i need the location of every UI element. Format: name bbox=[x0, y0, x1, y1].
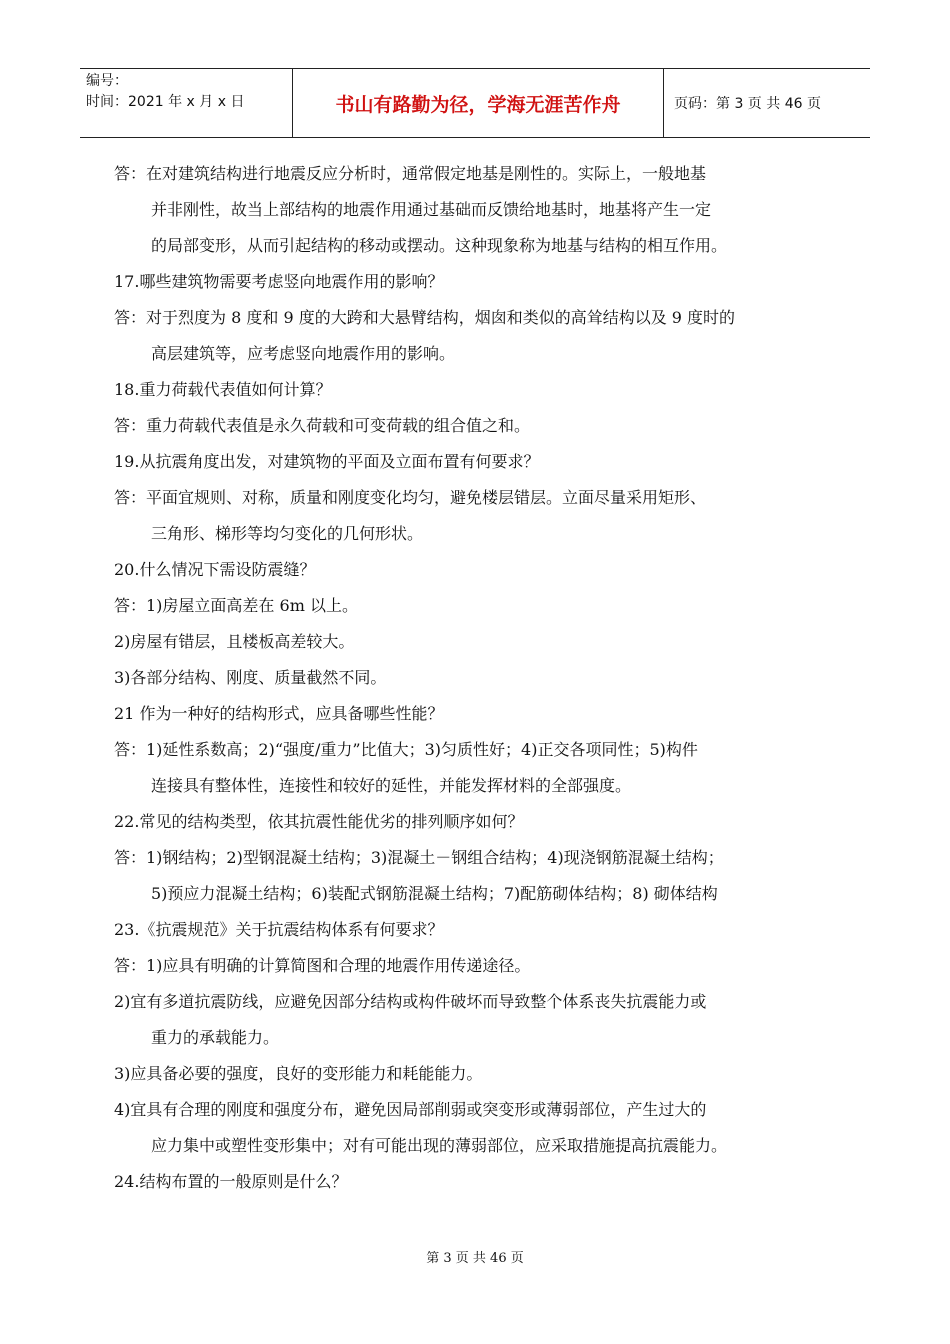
text-line: 三角形、梯形等均匀变化的几何形状。 bbox=[151, 524, 424, 543]
text-line: 应力集中或塑性变形集中；对有可能出现的薄弱部位，应采取措施提高抗震能力。 bbox=[151, 1136, 728, 1155]
question-23: 23.《抗震规范》关于抗震结构体系有何要求？ bbox=[114, 920, 444, 939]
document-body bbox=[114, 156, 854, 1200]
text-line: 3)应具备必要的强度，良好的变形能力和耗能能力。 bbox=[114, 1064, 483, 1083]
text-line: 的局部变形，从而引起结构的移动或摆动。这种现象称为地基与结构的相互作用。 bbox=[151, 236, 728, 255]
text-line: 答：1)房屋立面高差在 6m 以上。 bbox=[114, 596, 358, 615]
question-17: 17.哪些建筑物需要考虑竖向地震作用的影响？ bbox=[114, 272, 444, 291]
text-line: 2)房屋有错层，且楼板高差较大。 bbox=[114, 632, 355, 651]
document-date-label: 时间：2021 年 x 月 x 日 bbox=[86, 94, 245, 110]
text-line: 重力的承载能力。 bbox=[151, 1028, 280, 1047]
page-footer: 第 3 页 共 46 页 bbox=[426, 1251, 524, 1266]
text-line: 答：1)应具有明确的计算简图和合理的地震作用传递途径。 bbox=[114, 956, 531, 975]
question-20: 20.什么情况下需设防震缝？ bbox=[114, 560, 316, 579]
question-21: 21 作为一种好的结构形式，应具备哪些性能？ bbox=[114, 704, 444, 723]
text-line: 答：对于烈度为 8 度和 9 度的大跨和大悬臂结构，烟囱和类似的高耸结构以及 9 度时的 bbox=[114, 308, 736, 327]
text-line: 答：重力荷载代表值是永久荷载和可变荷载的组合值之和。 bbox=[114, 416, 531, 435]
header-motto: 书山有路勤为径，学海无涯苦作舟 bbox=[293, 69, 664, 137]
page-header bbox=[80, 68, 870, 138]
header-page-label: 页码：第 3 页 共 46 页 bbox=[674, 96, 821, 112]
text-line: 答：在对建筑结构进行地震反应分析时，通常假定地基是刚性的。实际上，一般地基 bbox=[114, 164, 707, 183]
text-line: 5)预应力混凝土结构；6)装配式钢筋混凝土结构；7)配筋砌体结构；8) 砌体结构 bbox=[151, 884, 718, 903]
text-line: 高层建筑等，应考虑竖向地震作用的影响。 bbox=[151, 344, 456, 363]
header-meta bbox=[80, 69, 293, 137]
question-22: 22.常见的结构类型，依其抗震性能优劣的排列顺序如何？ bbox=[114, 812, 524, 831]
document-number-label: 编号： bbox=[86, 73, 128, 89]
text-line: 2)宜有多道抗震防线，应避免因部分结构或构件破坏而导致整个体系丧失抗震能力或 bbox=[114, 992, 707, 1011]
text-line: 连接具有整体性，连接性和较好的延性，并能发挥材料的全部强度。 bbox=[151, 776, 632, 795]
text-line: 答：1)钢结构；2)型钢混凝土结构；3)混凝土－钢组合结构；4)现浇钢筋混凝土结构； bbox=[114, 848, 724, 867]
question-19: 19.从抗震角度出发，对建筑物的平面及立面布置有何要求？ bbox=[114, 452, 540, 471]
question-24: 24.结构布置的一般原则是什么？ bbox=[114, 1172, 348, 1191]
text-line: 答：1)延性系数高；2)“强度/重力”比值大；3)匀质性好；4)正交各项同性；5)构件 bbox=[114, 740, 698, 759]
text-line: 答：平面宜规则、对称，质量和刚度变化均匀，避免楼层错层。立面尽量采用矩形、 bbox=[114, 488, 707, 507]
question-18: 18.重力荷载代表值如何计算？ bbox=[114, 380, 332, 399]
text-line: 4)宜具有合理的刚度和强度分布，避免因局部削弱或突变形或薄弱部位，产生过大的 bbox=[114, 1100, 707, 1119]
text-line: 3)各部分结构、刚度、质量截然不同。 bbox=[114, 668, 387, 687]
text-line: 并非刚性，故当上部结构的地震作用通过基础而反馈给地基时，地基将产生一定 bbox=[151, 200, 712, 219]
